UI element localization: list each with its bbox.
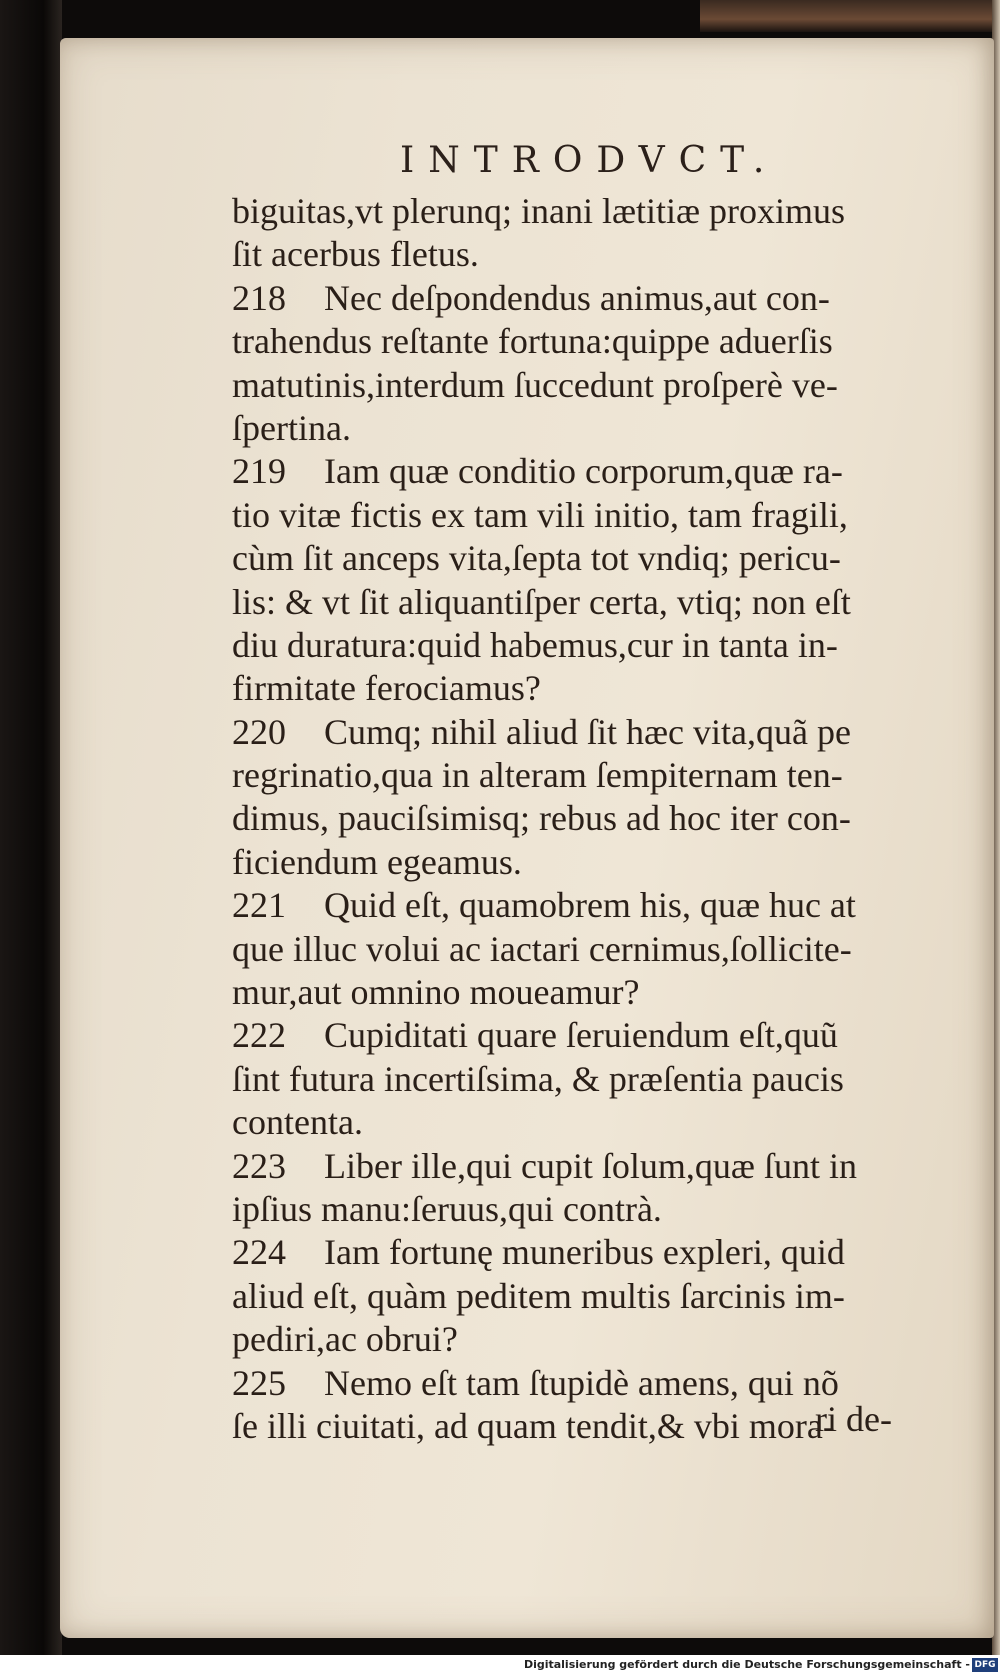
line-text: ipſius manu:ſeruus,qui contrà. [232,1188,662,1229]
line-text: pediri,ac obrui? [232,1319,458,1360]
text-line [232,1101,942,1144]
paragraph-number: 218 [232,277,286,318]
line-text: Iam quæ conditio corporum,quæ ra- [324,451,843,492]
line-text: ſpertina. [232,407,351,448]
text-line [232,754,942,797]
text-line [232,797,942,840]
digitization-footer [0,1655,1000,1676]
line-text: contenta. [232,1102,363,1143]
text-line [232,1231,942,1274]
text-line [232,450,942,493]
paragraph-number: 224 [232,1232,286,1273]
text-line [232,884,942,927]
text-line [232,1145,942,1188]
text-line [232,494,942,537]
line-text: Nec deſpondendus animus,aut con- [324,277,830,318]
text-line [232,1058,942,1101]
text-line [232,233,942,276]
paragraph-number: 220 [232,711,286,752]
line-text: ſe illi ciuitati, ad quam tendit,& vbi mora- [232,1405,835,1446]
line-text: tio vitæ fictis ex tam vili initio, tam fragili, [232,494,848,535]
dfg-logo: DFG [972,1658,998,1672]
line-text: Liber ille,qui cupit ſolum,quæ ſunt in [324,1145,857,1186]
book-cover-edge [700,0,1000,32]
book-gutter [0,0,62,1655]
paragraph-number: 222 [232,1015,286,1056]
line-text: ſit acerbus fletus. [232,234,479,275]
funding-notice: Digitalisierung gefördert durch die Deutsche Forschungsgemeinschaft - [523,1658,970,1671]
paragraph-number: 223 [232,1145,286,1186]
line-text: lis: & vt ſit aliquantiſper certa, vtiq; non eſt [232,581,851,622]
text-line [232,711,942,754]
paragraph-number: 219 [232,451,286,492]
text-line [232,190,942,233]
text-line [232,841,942,884]
line-text: ficiendum egeamus. [232,841,522,882]
line-text: trahendus reſtante fortuna:quippe aduerſis [232,321,833,362]
text-line [232,667,942,710]
text-line [232,277,942,320]
text-line [232,624,942,667]
text-line [232,320,942,363]
line-text: diu duratura:quid habemus,cur in tanta in- [232,624,838,665]
line-text: cùm ſit anceps vita,ſepta tot vndiq; pericu- [232,538,841,579]
line-text: Nemo eſt tam ſtupidè amens, qui nõ [324,1362,839,1403]
text-line [232,1275,942,1318]
line-text: Cupiditati quare ſeruiendum eſt,quũ [324,1015,838,1056]
text-line [232,1188,942,1231]
line-text: Iam fortunę muneribus expleri, quid [324,1232,845,1273]
catchword: ri de- [815,1399,892,1439]
text-line [232,1014,942,1057]
text-line [232,928,942,971]
line-text: firmitate ferociamus? [232,668,541,709]
line-text: dimus, pauciſsimisq; rebus ad hoc iter con- [232,798,851,839]
line-text: Quid eſt, quamobrem his, quæ huc at [324,885,856,926]
text-line [232,364,942,407]
line-text: matutinis,interdum ſuccedunt proſperè ve- [232,364,838,405]
line-text: Cumq; nihil aliud ſit hæc vita,quã pe [324,711,851,752]
text-line [232,537,942,580]
text-line [232,581,942,624]
line-text: que illuc volui ac iactari cernimus,ſollicite- [232,928,852,969]
running-head: INTRODVCT. [400,140,779,181]
body-text [232,190,942,1448]
line-text: mur,aut omnino moueamur? [232,972,640,1013]
line-text: regrinatio,qua in alteram ſempiternam ten- [232,755,843,796]
paragraph-number: 225 [232,1362,286,1403]
text-line [232,1318,942,1361]
text-line [232,407,942,450]
text-line [232,971,942,1014]
paragraph-number: 221 [232,885,286,926]
line-text: aliud eſt, quàm peditem multis ſarcinis im- [232,1275,845,1316]
line-text: biguitas,vt plerunq; inani lætitiæ proximus [232,191,845,231]
line-text: ſint futura incertiſsima, & præſentia paucis [232,1058,844,1099]
